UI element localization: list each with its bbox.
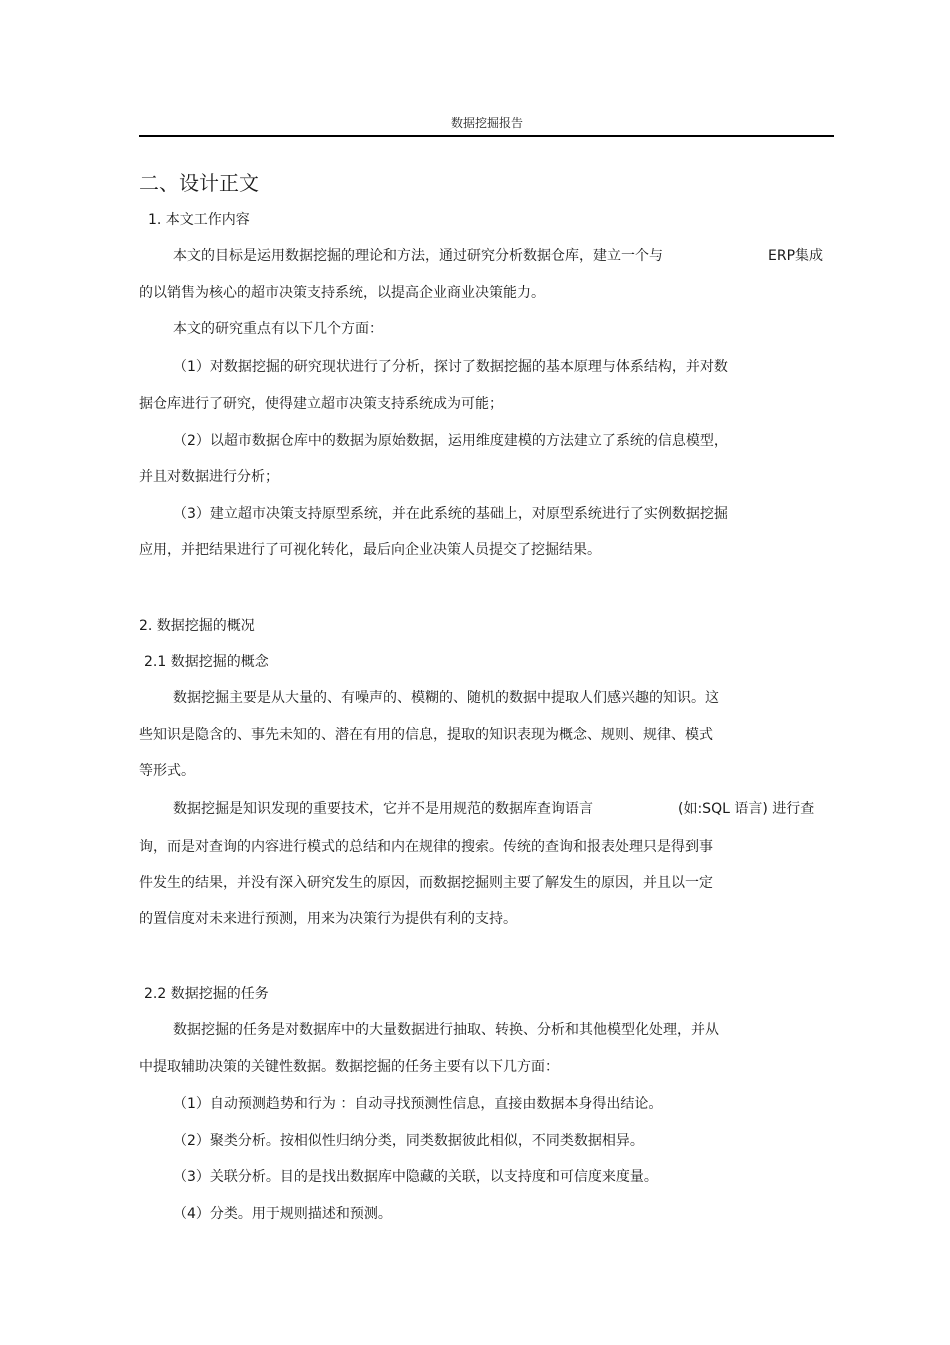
list-item-line: 应用，并把结果进行了可视化转化，最后向企业决策人员提交了挖掘结果。 (139, 542, 601, 558)
list-item: （1）自动预测趋势和行为 ：自动寻找预测性信息，直接由数据本身得出结论。 (173, 1096, 663, 1112)
paragraph-line: 数据挖掘是知识发现的重要技术，它并不是用规范的数据库查询语言 (173, 801, 593, 817)
paragraph-line: 件发生的结果，并没有深入研究发生的原因，而数据挖掘则主要了解发生的原因，并且以一定 (139, 875, 713, 891)
paragraph-line: 数据挖掘主要是从大量的、有噪声的、模糊的、随机的数据中提取人们感兴趣的知识。这 (173, 690, 719, 706)
paragraph-line: 的置信度对未来进行预测，用来为决策行为提供有利的支持。 (139, 911, 517, 927)
header-divider (139, 135, 834, 137)
list-item: （3）关联分析。目的是找出数据库中隐藏的关联，以支持度和可信度来度量。 (173, 1169, 658, 1185)
list-item: （2）聚类分析。按相似性归纳分类，同类数据彼此相似，不同类数据相异。 (173, 1133, 644, 1149)
list-item: （4）分类。用于规则描述和预测。 (173, 1206, 392, 1222)
paragraph-line: 等形式。 (139, 763, 195, 779)
section-title: 二、设计正文 (139, 171, 259, 195)
paragraph-line: 的以销售为核心的超市决策支持系统，以提高企业商业决策能力。 (139, 285, 545, 301)
list-item-line: （2）以超市数据仓库中的数据为原始数据，运用维度建模的方法建立了系统的信息模型， (173, 433, 728, 449)
list-item-line: （3）建立超市决策支持原型系统，并在此系统的基础上，对原型系统进行了实例数据挖掘 (173, 506, 728, 522)
heading-1: 1. 本文工作内容 (148, 212, 250, 228)
heading-2: 2. 数据挖掘的概况 (139, 618, 255, 634)
paragraph-line: 中提取辅助决策的关键性数据。数据挖掘的任务主要有以下几方面： (139, 1059, 559, 1075)
list-item-line: 据仓库进行了研究，使得建立超市决策支持系统成为可能； (139, 396, 503, 412)
header-title: 数据挖掘报告 (450, 116, 523, 130)
paragraph-line: 本文的研究重点有以下几个方面： (173, 321, 383, 337)
paragraph-line: 数据挖掘的任务是对数据库中的大量数据进行抽取、转换、分析和其他模型化处理，并从 (173, 1022, 719, 1038)
paragraph-line-tail: (如:SQL 语言) 进行查 (678, 801, 815, 817)
heading-2-1: 2.1 数据挖掘的概念 (144, 654, 269, 670)
paragraph-line: 本文的目标是运用数据挖掘的理论和方法，通过研究分析数据仓库，建立一个与 (173, 248, 663, 264)
heading-2-2: 2.2 数据挖掘的任务 (144, 986, 269, 1002)
paragraph-line-tail: ERP集成 (768, 248, 824, 264)
list-item-line: （1）对数据挖掘的研究现状进行了分析，探讨了数据挖掘的基本原理与体系结构，并对数 (173, 359, 728, 375)
list-item-line: 并且对数据进行分析； (139, 469, 279, 485)
paragraph-line: 些知识是隐含的、事先未知的、潜在有用的信息，提取的知识表现为概念、规则、规律、模式 (139, 727, 713, 743)
paragraph-line: 询，而是对查询的内容进行模式的总结和内在规律的搜索。传统的查询和报表处理只是得到事 (139, 839, 713, 855)
